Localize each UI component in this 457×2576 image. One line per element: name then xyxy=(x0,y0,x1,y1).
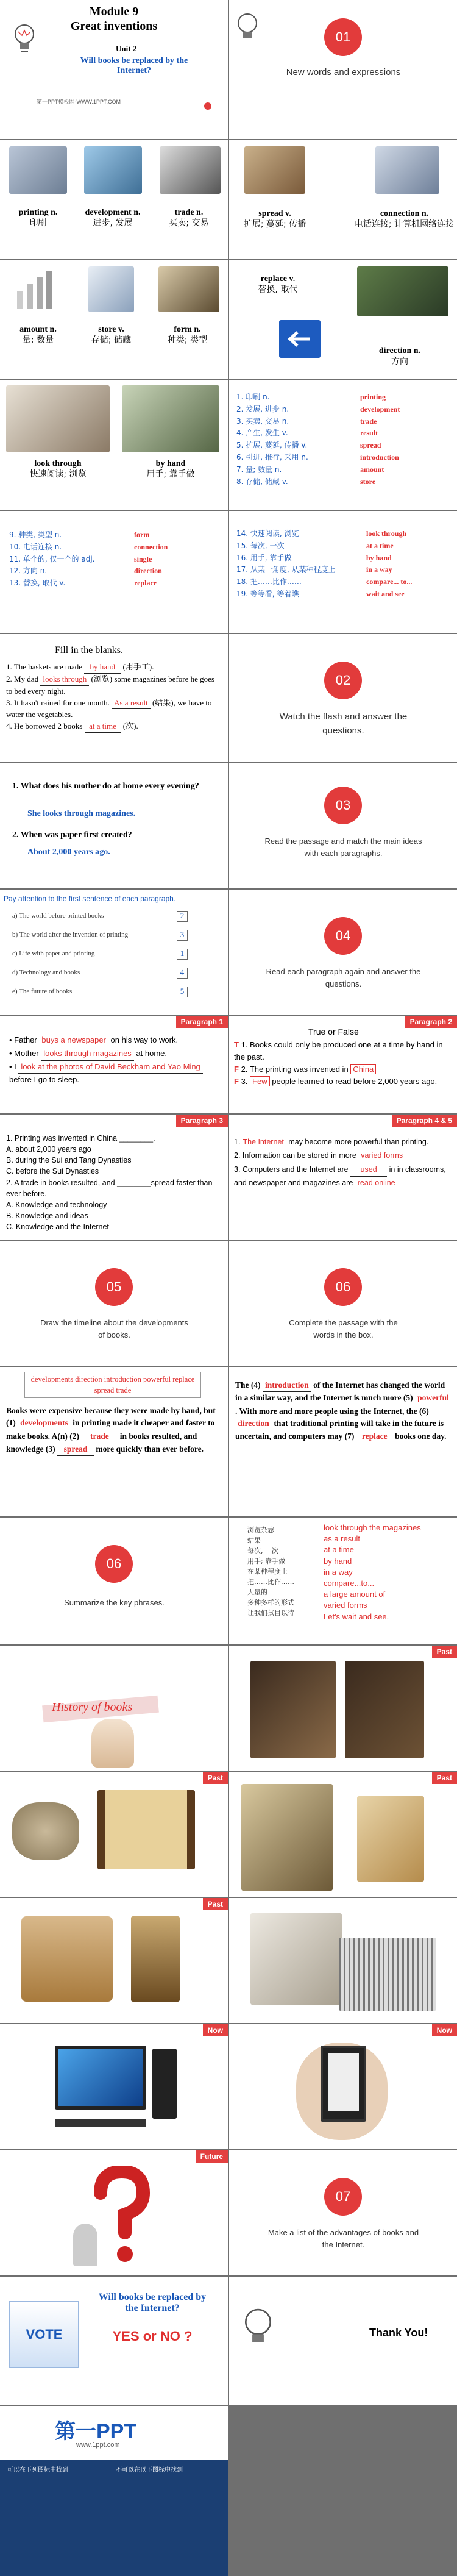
match-text: e) The future of books xyxy=(12,988,73,995)
questions-slide xyxy=(0,763,228,888)
vocab-review-2 xyxy=(0,511,228,633)
paragraph-2-slide xyxy=(229,1016,457,1113)
list-item: 1. Printing was invented in China ________. xyxy=(6,1134,155,1143)
section-number: 03 xyxy=(324,787,362,824)
printing-press-image xyxy=(9,146,67,194)
list-item: spread xyxy=(360,441,381,450)
list-item: 结果 xyxy=(247,1536,261,1545)
vocab-slide-5 xyxy=(0,380,228,510)
unit-label: Unit 2 xyxy=(116,44,137,53)
blank-answer: by hand xyxy=(84,662,121,674)
blank-answer: look at the photos of David Beckham and Yao Ming xyxy=(18,1061,202,1074)
list-item: amount xyxy=(360,465,384,474)
period-tag: Past xyxy=(432,1772,457,1784)
list-item: 4. 产生, 发生 v. xyxy=(236,429,288,438)
match-number: 2 xyxy=(177,911,188,922)
word-cn: 电话连接; 计算机网络连接 xyxy=(354,219,455,229)
past-slide-1 xyxy=(229,1646,457,1771)
yes-or-no: YES or NO ? xyxy=(112,2328,193,2344)
lightbulb-icon xyxy=(235,12,260,44)
tf-statement: 2. The printing was invented in xyxy=(241,1065,349,1074)
section-slide-03 xyxy=(229,763,457,888)
word-cn: 进步, 发展 xyxy=(93,218,133,228)
list-item: 8. 存储, 储藏 v. xyxy=(236,477,288,486)
key-phrases-slide xyxy=(229,1518,457,1644)
word-en: by hand xyxy=(155,459,186,468)
list-item: at a time xyxy=(366,541,394,550)
bamboo-slips-image xyxy=(97,1790,195,1869)
sentence-text: 2. Information can be stored in more xyxy=(234,1151,356,1160)
section-slide-05 xyxy=(0,1241,228,1366)
fill-blanks-slide xyxy=(0,634,228,762)
paragraph-1-slide: Paragraph 1 • Father buys a newspaper on his way to work. • Mother looks through magazines at home. • I look at the photos of David Beckham and Yao Ming before I go to sleep. xyxy=(0,1016,228,1113)
section-subtitle: Watch the flash and answer the questions. xyxy=(279,712,408,736)
list-item: trade xyxy=(360,416,377,426)
handmade-image xyxy=(122,385,219,452)
match-item xyxy=(12,951,219,969)
list-item: 19. 等等看, 等着瞧 xyxy=(236,589,299,598)
papyrus-image xyxy=(21,1916,113,2002)
blank-answer: spread xyxy=(57,1443,94,1456)
list-item: 2. 发展, 进步 n. xyxy=(236,404,289,413)
calligraphy-image xyxy=(357,1796,424,1882)
section-number: 06 xyxy=(324,1268,362,1306)
module-label: Module 9 xyxy=(89,5,139,18)
paragraph-tag: Paragraph 1 xyxy=(176,1016,228,1028)
list-item: connection xyxy=(134,542,168,551)
tf-correction: China xyxy=(350,1064,376,1074)
slide-title: Great inventions xyxy=(70,20,158,33)
sentence-text: I xyxy=(14,1061,16,1071)
match-slide xyxy=(0,890,228,1015)
word-cn: 印刷 xyxy=(29,218,47,228)
word-en: direction n. xyxy=(378,346,421,355)
word-cn: 量; 数量 xyxy=(22,335,54,345)
tf-statement: 3. xyxy=(241,1077,248,1086)
tf-statement: people learned to read before 2,000 years ago. xyxy=(272,1077,438,1086)
box-word: developments xyxy=(30,1375,76,1383)
computer-monitor-image xyxy=(55,2046,146,2110)
blank-text: 2. My dad xyxy=(6,674,39,683)
list-item: 17. 从某一角度, 从某种程度上 xyxy=(236,565,336,574)
list-item: A. Knowledge and technology xyxy=(6,1200,107,1209)
sentence-text: in xyxy=(389,1165,395,1174)
word-en: store v. xyxy=(98,325,124,334)
brand-slide xyxy=(0,2406,228,2576)
blank-answer: varied forms xyxy=(358,1149,405,1163)
list-item: in a way xyxy=(324,1567,353,1577)
blank-answer: As a result xyxy=(112,698,151,710)
vocab-review-1 xyxy=(229,380,457,510)
section-subtitle: New words and expressions xyxy=(286,67,401,77)
list-item: in a way xyxy=(366,565,392,574)
list-item: 14. 快速阅读, 浏览 xyxy=(236,529,299,538)
list-item: 5. 扩展, 蔓延, 传播 v. xyxy=(236,441,308,450)
brand-footer-panel xyxy=(0,2460,228,2576)
sentence-text: 3. Computers and the Internet are xyxy=(234,1165,349,1174)
list-item: C. before the Sui Dynasties xyxy=(6,1167,99,1176)
ballot-box-image xyxy=(9,2301,79,2368)
word-en: connection n. xyxy=(380,209,429,218)
period-tag: Past xyxy=(432,1646,457,1658)
match-text: d) Technology and books xyxy=(12,969,80,976)
blank-answer: looks through xyxy=(40,674,89,686)
form-image xyxy=(158,266,219,312)
word-cn: 用手; 靠手做 xyxy=(146,469,195,479)
list-item: replace xyxy=(134,579,157,588)
past-slide-4 xyxy=(0,1898,228,2023)
list-item: 让我们拭目以待 xyxy=(247,1609,294,1618)
match-text: c) Life with paper and printing xyxy=(12,950,95,957)
history-title: History of books xyxy=(52,1700,133,1714)
match-item xyxy=(12,969,219,988)
now-slide-1 xyxy=(0,2024,228,2149)
list-item: 用手; 靠手做 xyxy=(247,1557,286,1566)
section-subtitle: Read each paragraph again and answer the questions. xyxy=(266,967,421,988)
list-item: compare... to... xyxy=(366,577,413,587)
list-item: varied forms xyxy=(324,1600,367,1610)
sentence-text: may become more powerful than printing. xyxy=(288,1138,429,1146)
blank-answer: The Internet xyxy=(240,1136,286,1149)
section-number: 07 xyxy=(324,2178,362,2216)
list-item: Let's wait and see. xyxy=(324,1611,389,1621)
list-item: development xyxy=(360,404,400,413)
sentence-text: Father xyxy=(14,1035,37,1044)
passage-text: of the Internet has changed the world in a similar way, and the Internet is much more (5) xyxy=(235,1380,445,1403)
ancient-script-image xyxy=(250,1661,336,1758)
past-slide-3 xyxy=(229,1772,457,1897)
section-number: 05 xyxy=(95,1268,133,1306)
vocab-review-3 xyxy=(229,511,457,633)
brand-url: www.1ppt.com xyxy=(76,2441,120,2449)
list-item: wait and see xyxy=(366,589,405,598)
question-1: 1. What does his mother do at home every evening? xyxy=(12,782,199,791)
tf-heading: True or False xyxy=(308,1027,359,1036)
list-item: 1. 印刷 n. xyxy=(236,393,270,401)
list-item: 2. A trade in books resulted, and ________spread faster than ever before. xyxy=(6,1178,213,1198)
word-en: amount n. xyxy=(19,325,57,334)
match-text: b) The world after the invention of printing xyxy=(12,931,129,938)
thank-you-text: Thank You! xyxy=(369,2327,428,2339)
section-slide-01 xyxy=(229,0,457,139)
past-slide-2 xyxy=(0,1772,228,1897)
word-en: printing n. xyxy=(18,208,58,217)
brand-logo: 第一PPT xyxy=(55,2420,137,2443)
blank-answer: at a time xyxy=(85,721,121,733)
direction-sign-image xyxy=(279,320,321,358)
vocab-slide-3 xyxy=(0,260,228,379)
spread-image xyxy=(244,146,305,194)
section-number: 04 xyxy=(324,917,362,955)
blank-answer: direction xyxy=(235,1418,272,1430)
list-item: store xyxy=(360,477,376,486)
vocab-slide-4 xyxy=(229,260,457,379)
blank-text: ( xyxy=(122,721,126,731)
passage-text: . With more and more people using the Internet, the (6) xyxy=(235,1406,429,1416)
list-item: A. about 2,000 years ago xyxy=(6,1145,91,1154)
list-item: 大量的 xyxy=(247,1588,267,1597)
vote-slide xyxy=(0,2277,228,2405)
blank-answer: used xyxy=(350,1163,387,1177)
blank-text: (用手工). xyxy=(122,662,154,671)
passage-slide-2 xyxy=(229,1367,457,1516)
list-item: 在某种程度上 xyxy=(247,1568,288,1576)
passage-text: that traditional printing will take in the future is uncertain, and computers may (7) xyxy=(235,1418,444,1441)
section-subtitle: Summarize the key phrases. xyxy=(64,1598,165,1607)
section-slide-04 xyxy=(229,890,457,1015)
blank-text: 次). xyxy=(126,721,138,731)
connection-image xyxy=(375,146,439,194)
section-number: 02 xyxy=(324,662,362,699)
list-item: B. during the Sui and Tang Dynasties xyxy=(6,1156,132,1165)
list-item: look through the magazines xyxy=(324,1523,421,1532)
hand-image xyxy=(91,1719,134,1768)
review-cn-list xyxy=(9,529,131,590)
list-item: 18. 把……比作…… xyxy=(236,577,302,587)
section-slide-06 xyxy=(229,1241,457,1366)
sentence-text: at home. xyxy=(136,1048,168,1058)
list-item: 16. 用手, 靠手做 xyxy=(236,553,292,562)
open-book-image xyxy=(250,1913,342,2005)
passage-box-slide xyxy=(0,1367,228,1516)
review-en-list xyxy=(134,529,219,590)
section-number: 01 xyxy=(324,18,362,56)
box-word: powerful xyxy=(143,1375,173,1383)
box-word: replace xyxy=(172,1375,195,1383)
word-cn: 快速阅读; 浏览 xyxy=(29,469,87,479)
match-number: 1 xyxy=(177,949,188,960)
passage-text: in printing made it cheaper and faster to make books. A(n) (2) xyxy=(6,1418,215,1441)
future-slide xyxy=(0,2150,228,2275)
word-cn: 种类; 类型 xyxy=(167,335,208,345)
blank-answer: replace xyxy=(356,1430,393,1443)
list-item: printing xyxy=(360,393,386,401)
scroll-image xyxy=(241,1784,333,1891)
word-cn: 替换, 取代 xyxy=(258,284,298,294)
list-item: single xyxy=(134,554,152,563)
list-item: compare...to... xyxy=(324,1578,375,1588)
footer-col-2: 不可以在以下图标中找到 xyxy=(116,2467,183,2474)
computer-tower-image xyxy=(152,2049,177,2119)
list-item: result xyxy=(360,429,378,438)
blank-answer: trade xyxy=(81,1430,118,1443)
blank-text: (浏览) some magazines before he goes to bed every night. xyxy=(6,674,214,696)
tf-statement: 1. Books could only be produced one at a time by hand in the past. xyxy=(234,1040,443,1062)
section-subtitle: Make a list of the advantages of books and the Internet. xyxy=(267,2228,419,2249)
list-item: B. Knowledge and ideas xyxy=(6,1211,88,1220)
history-title-slide xyxy=(0,1646,228,1771)
list-item: 把……比作…… xyxy=(247,1578,294,1586)
match-number: 3 xyxy=(177,930,188,941)
phrases-en-list xyxy=(324,1522,455,1622)
box-word: direction xyxy=(75,1375,104,1383)
word-en: form n. xyxy=(174,325,201,334)
sentence-text: on his way to work. xyxy=(110,1035,179,1044)
blank-answer: powerful xyxy=(415,1392,452,1405)
review-en-list xyxy=(366,528,455,601)
storage-image xyxy=(88,266,134,312)
blank-text: (结果), we have to water the vegetables. xyxy=(6,698,212,719)
word-cn: 买卖; 交易 xyxy=(169,218,209,228)
blank-answer: buys a newspaper xyxy=(39,1034,108,1047)
list-item: 多种多样的形式 xyxy=(247,1599,294,1607)
sentence-text: in classrooms, and newspaper and magazines are xyxy=(234,1165,446,1187)
arrow-left-icon xyxy=(279,320,321,358)
paragraph-tag: Paragraph 2 xyxy=(405,1016,457,1028)
sentence-text: Mother xyxy=(14,1048,39,1058)
section-slide-07 xyxy=(229,2150,457,2275)
word-en: look through xyxy=(34,459,82,468)
keyboard-image xyxy=(55,2119,146,2127)
paragraph-3-slide xyxy=(0,1115,228,1240)
paragraph-tag: Paragraph 3 xyxy=(176,1115,228,1127)
list-item: look through xyxy=(366,529,407,538)
list-item: at a time xyxy=(324,1545,354,1555)
thank-you-slide xyxy=(229,2277,457,2405)
list-item: 每次, 一次 xyxy=(247,1547,278,1555)
match-number: 5 xyxy=(177,987,188,997)
list-item: by hand xyxy=(366,553,392,562)
list-item: 6. 引进, 推行, 采用 n. xyxy=(236,452,308,462)
match-heading: Pay attention to the first sentence of each paragraph. xyxy=(4,894,176,903)
blank-text: 4. He borrowed 2 books xyxy=(6,721,83,731)
tf-mark: F xyxy=(234,1077,239,1086)
word-cn: 存储; 储藏 xyxy=(91,335,132,345)
match-item xyxy=(12,932,219,951)
period-tag: Past xyxy=(203,1898,228,1910)
now-slide-2 xyxy=(229,2024,457,2149)
period-tag: Now xyxy=(432,2024,457,2036)
list-item: introduction xyxy=(360,452,399,462)
word-en: development n. xyxy=(85,208,141,217)
logo-dot xyxy=(204,102,211,110)
movable-type-image xyxy=(339,1938,436,2011)
trade-image xyxy=(160,146,221,194)
period-tag: Now xyxy=(203,2024,228,2036)
section-slide-02 xyxy=(229,634,457,762)
period-tag: Future xyxy=(196,2150,228,2163)
list-item: direction xyxy=(134,566,162,576)
match-text: a) The world before printed books xyxy=(12,912,104,919)
answer-1: She looks through magazines. xyxy=(27,809,136,818)
section-slide-06b xyxy=(0,1518,228,1644)
list-item: form xyxy=(134,530,150,539)
sentence-text: 1. xyxy=(234,1138,241,1146)
title-slide xyxy=(0,0,228,139)
ancient-script-image xyxy=(345,1661,424,1758)
list-item: C. Knowledge and the Internet xyxy=(6,1222,109,1231)
vote-question: Will books be replaced by the Internet? xyxy=(98,2292,207,2313)
bar-chart-image xyxy=(12,266,61,312)
development-image xyxy=(84,146,142,194)
lightbulb-icon xyxy=(241,2307,275,2350)
printing-slide xyxy=(229,1898,457,2023)
passage-text: The (4) xyxy=(235,1380,261,1390)
box-word: spread xyxy=(94,1385,116,1394)
figure-image xyxy=(73,2224,97,2266)
box-word: introduction xyxy=(104,1375,144,1383)
answer-2: About 2,000 years ago. xyxy=(27,847,110,857)
review-cn-list xyxy=(236,528,364,601)
word-en: spread v. xyxy=(258,209,291,218)
statue-image xyxy=(131,1916,180,2002)
footer-col-1: 可以在下列图标中找到 xyxy=(7,2467,68,2474)
blank-text: 3. It hasn't rained for one month. xyxy=(6,698,110,707)
blank-text: 1. The baskets are made xyxy=(6,662,83,671)
tf-correction: Few xyxy=(250,1076,270,1086)
exercise-heading: Fill in the blanks. xyxy=(55,645,123,655)
vote-label: VOTE xyxy=(26,2327,63,2342)
list-item: 9. 种类, 类型 n. xyxy=(9,530,62,539)
match-list xyxy=(12,913,219,1007)
section-subtitle: Draw the timeline about the developments of books. xyxy=(40,1318,188,1340)
list-item: 11. 单个的, 仅一个的 adj. xyxy=(9,554,95,563)
match-item xyxy=(12,913,219,932)
match-number: 4 xyxy=(177,968,188,979)
tf-mark: F xyxy=(234,1065,239,1074)
ereader-image xyxy=(321,2046,366,2122)
vocab-slide-1 xyxy=(0,140,228,259)
sentence-text: before I go to sleep. xyxy=(9,1075,79,1085)
review-cn-list xyxy=(236,391,352,488)
list-item: as a result xyxy=(324,1534,360,1544)
list-item: 7. 量; 数量 n. xyxy=(236,465,282,474)
footer-text: 第一PPT模板网-WWW.1PPT.COM xyxy=(37,99,121,105)
paragraph-tag: Paragraph 4 & 5 xyxy=(392,1115,457,1127)
blank-answer: read online xyxy=(355,1177,398,1190)
passage-text: in books resulted, and knowledge (3) xyxy=(6,1431,197,1454)
reading-image xyxy=(6,385,110,452)
list-item: 13. 替换, 取代 v. xyxy=(9,579,66,588)
period-tag: Past xyxy=(203,1772,228,1784)
mc-list xyxy=(6,1133,222,1232)
list-item: 12. 方向 n. xyxy=(9,566,48,576)
question-2: 2. When was paper first created? xyxy=(12,830,132,840)
lesson-question: Will books be replaced by the Internet? xyxy=(80,56,188,75)
section-number: 06 xyxy=(95,1545,133,1583)
blank-answer: introduction xyxy=(263,1379,311,1392)
passage-text: more quickly than ever before. xyxy=(96,1444,204,1454)
list-item: 10. 电话连接 n. xyxy=(9,542,62,551)
list-item: 15. 每次, 一次 xyxy=(236,541,285,550)
list-item: a large amount of xyxy=(324,1589,386,1599)
word-en: trade n. xyxy=(174,208,204,217)
passage-text: books one day. xyxy=(395,1432,447,1441)
list-item: by hand xyxy=(324,1556,352,1566)
football-replace-image xyxy=(357,266,448,316)
match-item xyxy=(12,988,219,1007)
word-box xyxy=(24,1372,201,1398)
word-en: replace v. xyxy=(260,274,296,284)
tf-mark: T xyxy=(234,1040,239,1049)
list-item: 3. 买卖, 交易 n. xyxy=(236,416,289,426)
review-en-list xyxy=(360,391,452,488)
clay-tablet-image xyxy=(12,1802,79,1860)
word-cn: 扩展; 蔓延; 传播 xyxy=(243,219,306,229)
blank-answer: developments xyxy=(18,1417,71,1430)
vocab-slide-2 xyxy=(229,140,457,259)
blank-answer: looks through magazines xyxy=(41,1047,134,1061)
passage-text: Books were expensive because they were made by hand, but (1) xyxy=(6,1406,216,1428)
section-subtitle: Complete the passage with the words in the box. xyxy=(289,1318,398,1340)
section-subtitle: Read the passage and match the main ideas with each paragraphs. xyxy=(264,837,422,858)
box-word: trade xyxy=(116,1385,132,1394)
list-item: 浏览杂志 xyxy=(247,1526,274,1534)
word-cn: 方向 xyxy=(391,356,408,366)
paragraph-4-5-slide xyxy=(229,1115,457,1240)
